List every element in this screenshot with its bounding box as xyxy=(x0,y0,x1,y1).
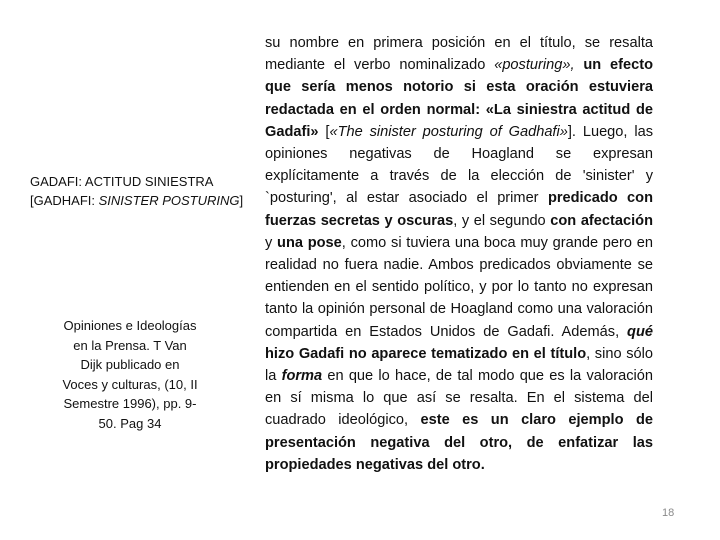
body-italic-segment: «posturing», xyxy=(494,57,575,74)
body-bold-segment: con afectación xyxy=(550,212,654,229)
citation-line: 50. Pag 34 xyxy=(98,415,162,431)
body-segment: [ xyxy=(318,123,330,140)
body-segment: en que lo hace, de tal modo que es la valoración en sí misma lo que así se resalta. En el sistema del cuadrado ideológico, xyxy=(265,368,653,429)
citation-line: Opiniones e Ideologías xyxy=(63,318,197,333)
citation-line: Dijk publicado en xyxy=(80,357,180,372)
body-bold-segment: un efecto que sería menos notorio si esta oración estuviera redactada en el orden normal: «La siniestra actitud de Gadafi» xyxy=(265,57,653,140)
heading-title: GADAFI: ACTITUD SINIESTRA xyxy=(30,174,214,189)
body-bold-italic-segment: qué xyxy=(627,323,653,340)
page-number: 18 xyxy=(662,507,675,519)
body-segment: , y el segundo xyxy=(453,212,551,229)
heading-bracket-close: ] xyxy=(239,193,244,208)
slide-heading xyxy=(30,172,260,210)
body-italic-segment: «The sinister posturing of Gadhafi» xyxy=(329,123,568,140)
body-segment: su nombre en primera posición en el título, se resalta mediante el verbo nominalizado xyxy=(265,35,653,74)
source-citation xyxy=(40,316,220,433)
body-bold-segment: una pose xyxy=(277,234,342,251)
body-segment: ]. Luego, las opiniones negativas de Hoagland se expresan explícitamente a través de la elección de 'sinister' y `posturing', al estar asociado el primer xyxy=(265,123,653,207)
body-bold-segment: hizo Gadafi no aparece tematizado en el título xyxy=(265,345,587,362)
heading-english-title xyxy=(30,191,260,210)
body-bold-italic-segment: forma xyxy=(281,368,323,385)
body-bold-segment: predicado con fuerzas secretas y oscuras xyxy=(265,190,653,229)
body-paragraph xyxy=(265,32,653,476)
citation-line: Semestre 1996), pp. 9- xyxy=(63,396,197,411)
body-segment: y xyxy=(265,234,278,251)
heading-bracket-open: [GADHAFI: xyxy=(30,193,99,208)
body-segment: , como si tuviera una boca muy grande pero en realidad no fuera nadie. Ambos predicados obviamente se entienden en el sentido político, y por lo tanto no expresan tanto la opinión personal de Hoagland como una valoración compartida en Estados Unidos de Gadafi. Además, xyxy=(265,234,653,340)
citation-line: en la Prensa. T Van xyxy=(73,337,187,353)
body-segment: , sino sólo la xyxy=(265,345,653,385)
body-bold-segment: este es un claro ejemplo de presentación negativa del otro, de enfatizar las propiedades negativas del otro. xyxy=(265,412,653,473)
citation-line: Voces y culturas, (10, II xyxy=(62,376,198,392)
heading-italic-title: SINISTER POSTURING xyxy=(98,193,240,208)
